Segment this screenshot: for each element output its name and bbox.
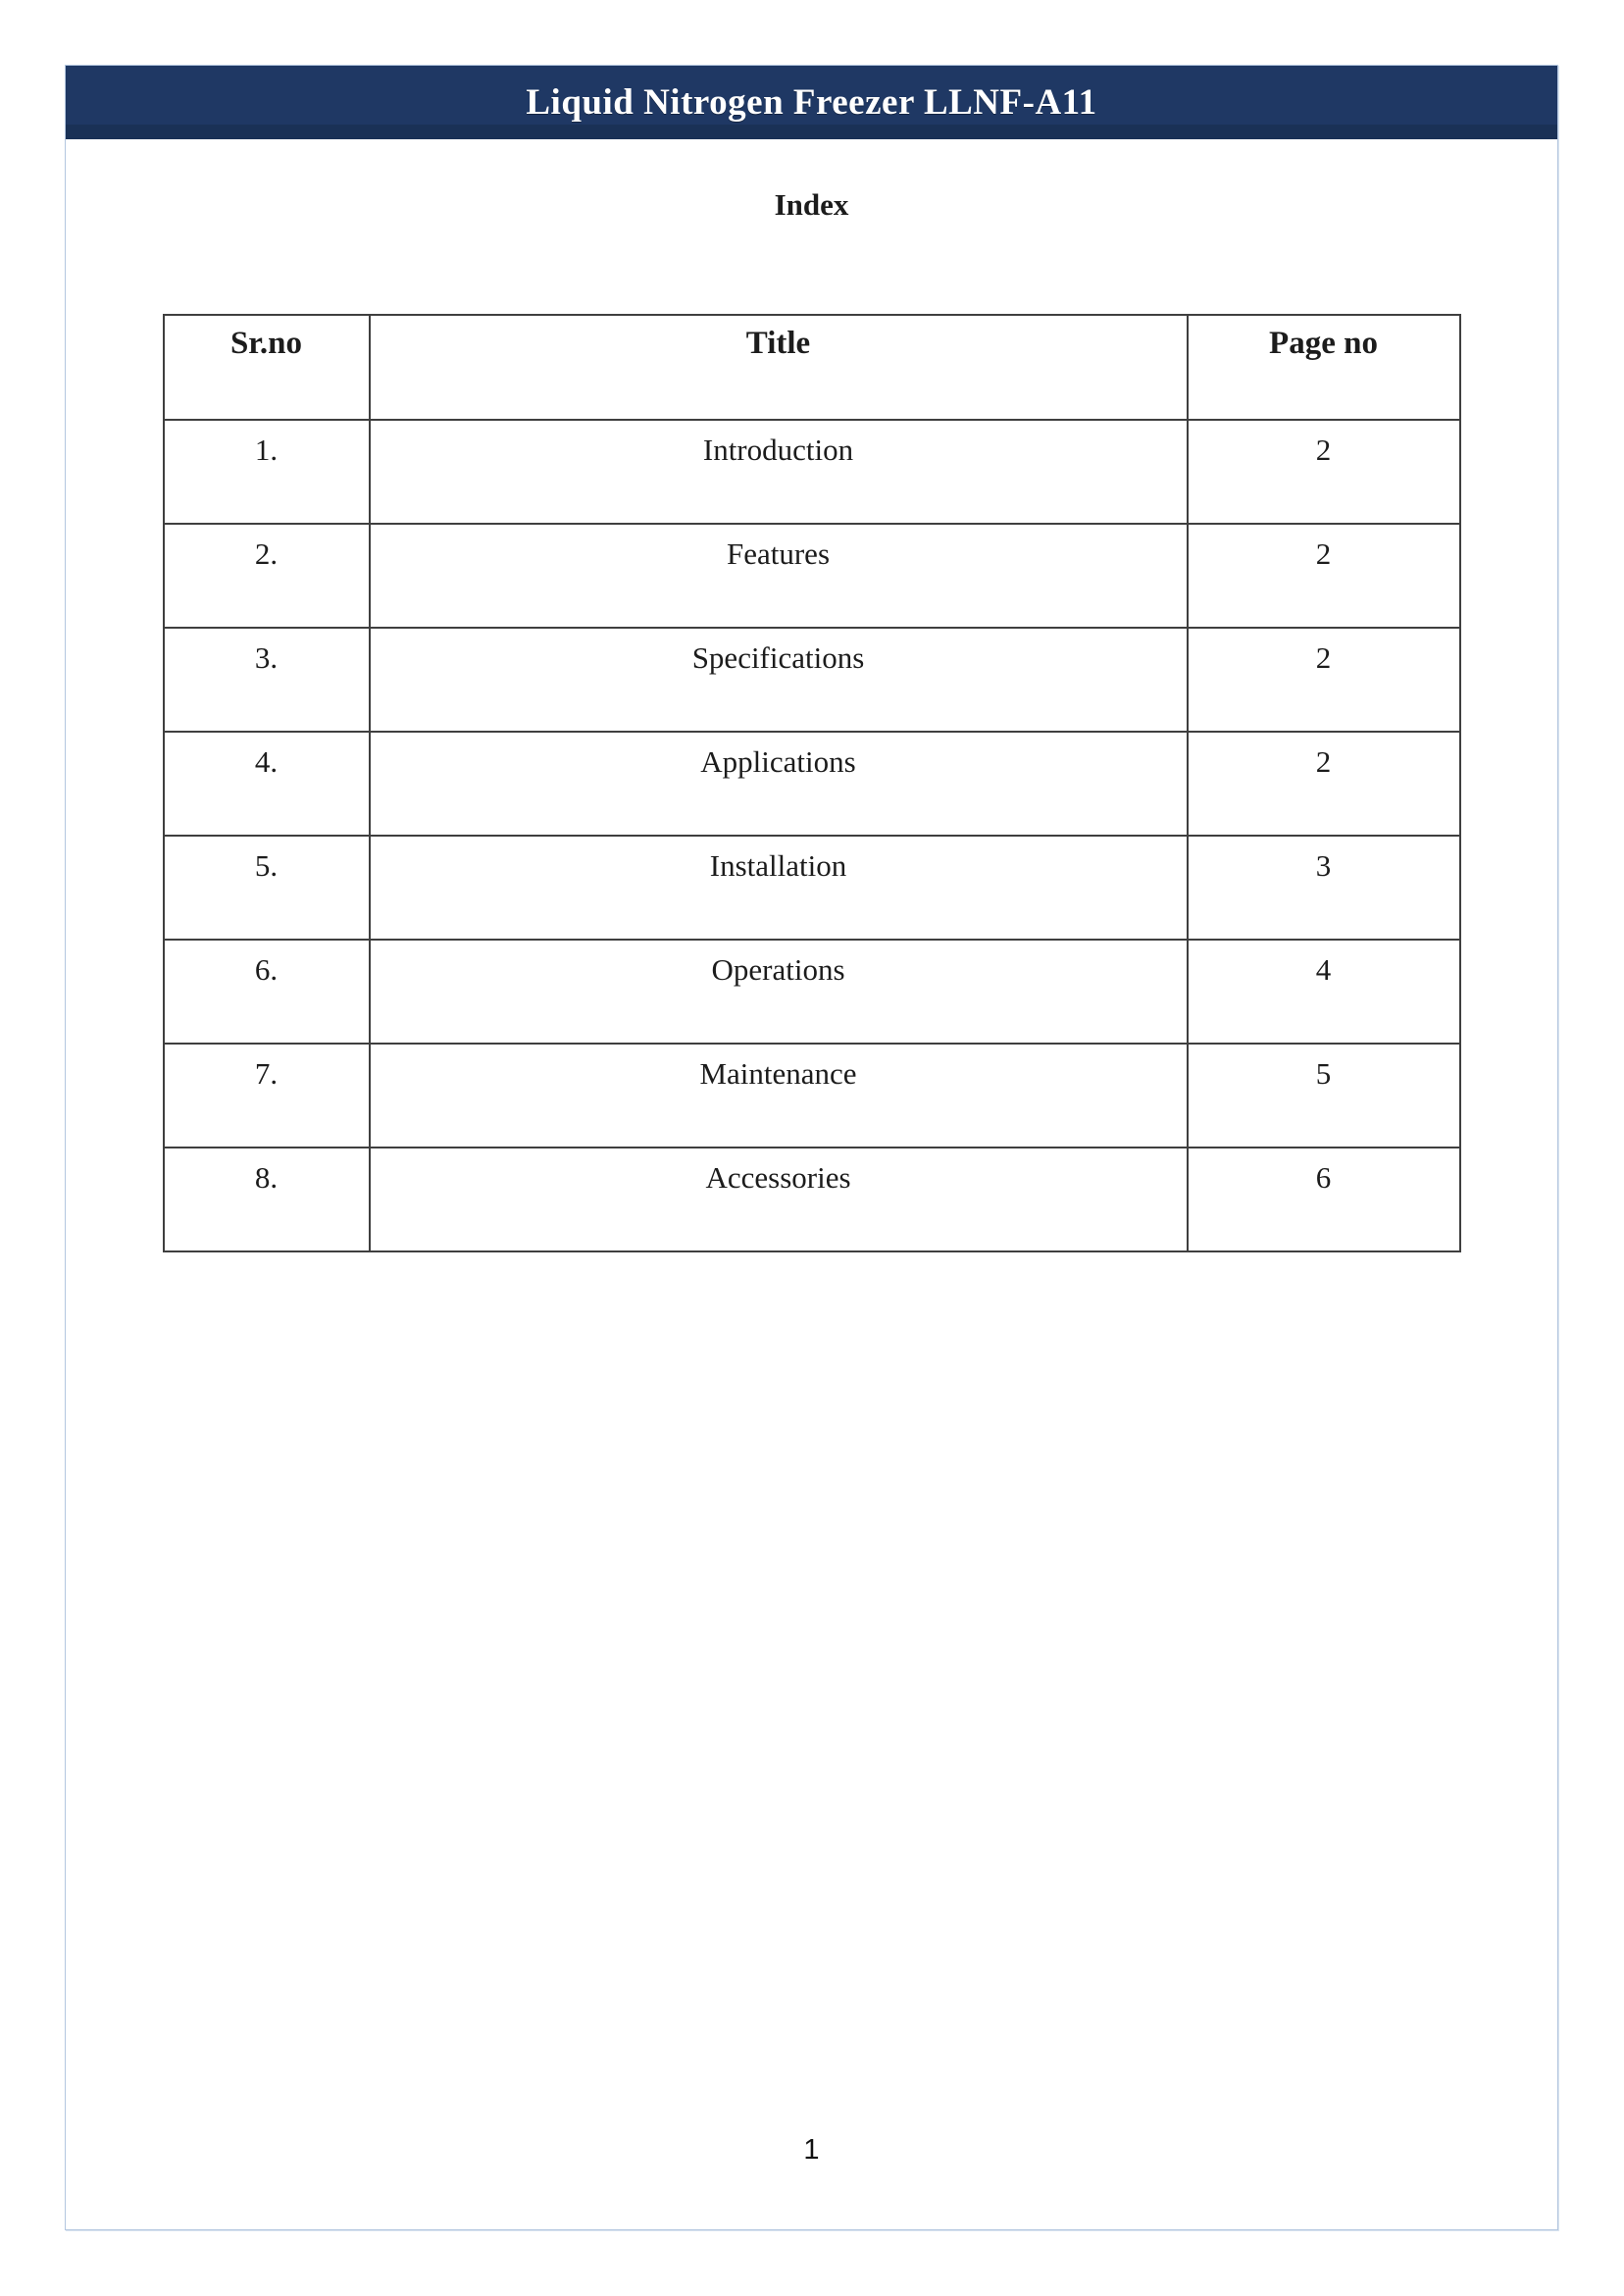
cell-title: Features [370, 524, 1188, 628]
toc-table [163, 314, 1461, 1252]
column-header-page: Page no [1188, 315, 1460, 420]
document-title: Liquid Nitrogen Freezer LLNF-A11 [526, 82, 1097, 123]
table-row [164, 940, 1460, 1044]
table-row [164, 524, 1460, 628]
column-header-title: Title [370, 315, 1188, 420]
cell-page: 6 [1188, 1148, 1460, 1251]
column-header-srno: Sr.no [164, 315, 370, 420]
cell-srno: 3. [164, 628, 370, 732]
table-row [164, 836, 1460, 940]
cell-title: Applications [370, 732, 1188, 836]
cell-page: 3 [1188, 836, 1460, 940]
table-row [164, 628, 1460, 732]
cell-page: 2 [1188, 732, 1460, 836]
footer-page-number: 1 [803, 2134, 820, 2166]
cell-page: 2 [1188, 628, 1460, 732]
document-header-bar [66, 66, 1557, 139]
page-content-frame [65, 65, 1558, 2230]
toc-header-row [164, 315, 1460, 420]
table-row [164, 420, 1460, 524]
cell-srno: 1. [164, 420, 370, 524]
cell-srno: 2. [164, 524, 370, 628]
index-heading: Index [774, 187, 849, 222]
cell-title: Introduction [370, 420, 1188, 524]
table-row [164, 1148, 1460, 1251]
cell-srno: 6. [164, 940, 370, 1044]
cell-srno: 4. [164, 732, 370, 836]
cell-title: Accessories [370, 1148, 1188, 1251]
table-row [164, 732, 1460, 836]
cell-page: 2 [1188, 524, 1460, 628]
cell-title: Maintenance [370, 1044, 1188, 1148]
cell-title: Operations [370, 940, 1188, 1044]
cell-srno: 5. [164, 836, 370, 940]
cell-srno: 8. [164, 1148, 370, 1251]
cell-title: Installation [370, 836, 1188, 940]
cell-page: 4 [1188, 940, 1460, 1044]
cell-srno: 7. [164, 1044, 370, 1148]
cell-page: 2 [1188, 420, 1460, 524]
cell-title: Specifications [370, 628, 1188, 732]
table-row [164, 1044, 1460, 1148]
cell-page: 5 [1188, 1044, 1460, 1148]
